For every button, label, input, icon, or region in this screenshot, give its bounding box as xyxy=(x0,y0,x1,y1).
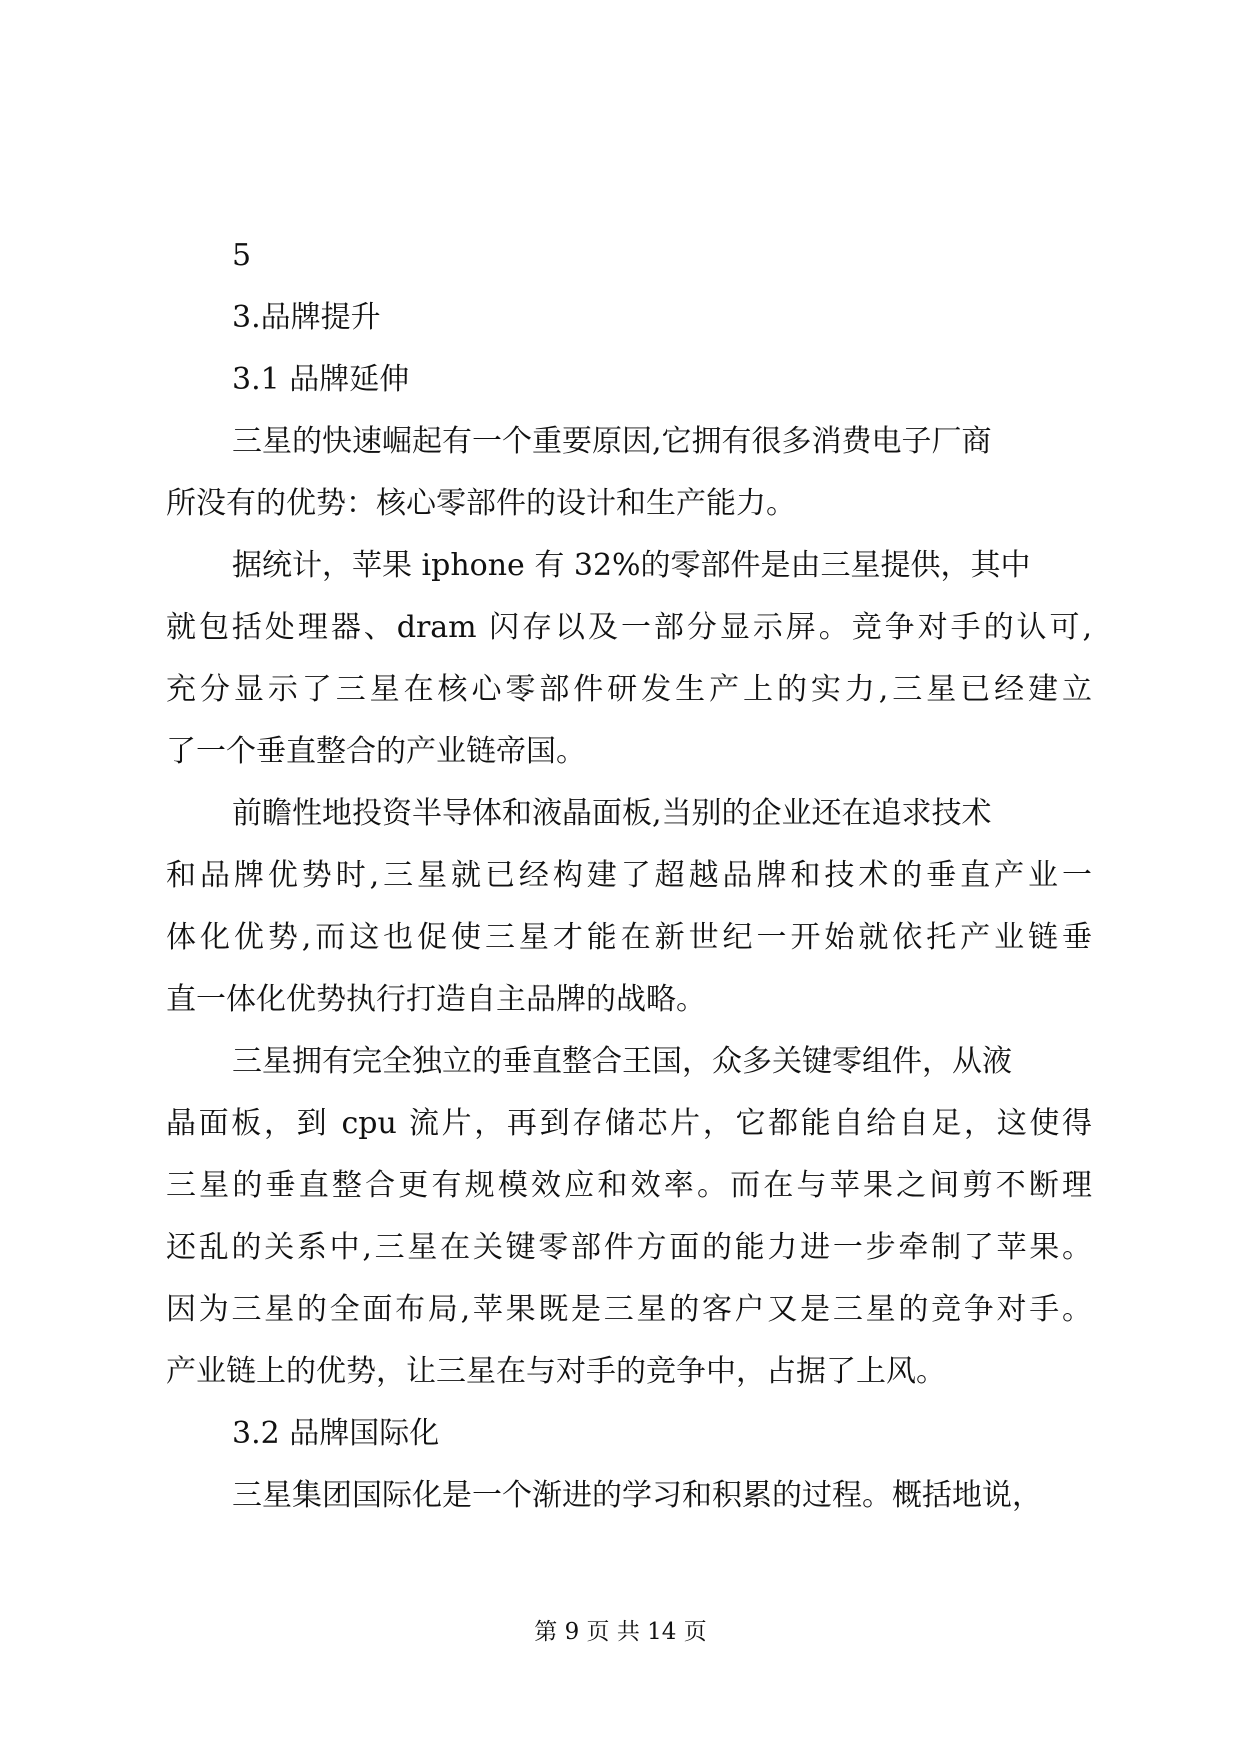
paragraph-line: 三星拥有完全独立的垂直整合王国，众多关键零组件，从液 xyxy=(232,1044,1012,1079)
paragraph-line: 前瞻性地投资半导体和液晶面板,当别的企业还在追求技术 xyxy=(232,796,992,831)
page-number-marker: 5 xyxy=(232,238,252,273)
section-heading: 3.品牌提升 xyxy=(232,300,381,335)
paragraph-line: 就包括处理器、dram 闪存以及一部分显示屏。竞争对手的认可, xyxy=(166,610,1092,645)
paragraph-line: 充分显示了三星在核心零部件研发生产上的实力,三星已经建立 xyxy=(166,672,1092,707)
page-footer: 第 9 页 共 14 页 xyxy=(534,1619,707,1645)
paragraph-line: 产业链上的优势，让三星在与对手的竞争中，占据了上风。 xyxy=(166,1354,946,1389)
paragraph-line: 和品牌优势时,三星就已经构建了超越品牌和技术的垂直产业一 xyxy=(166,858,1092,893)
paragraph-line: 还乱的关系中,三星在关键零部件方面的能力进一步牵制了苹果。 xyxy=(166,1230,1092,1265)
paragraph-line: 三星集团国际化是一个渐进的学习和积累的过程。概括地说， xyxy=(232,1478,1042,1513)
subsection-heading: 3.1 品牌延伸 xyxy=(232,362,410,397)
paragraph-line: 所没有的优势：核心零部件的设计和生产能力。 xyxy=(166,486,796,521)
paragraph-line: 直一体化优势执行打造自主品牌的战略。 xyxy=(166,982,706,1017)
subsection-heading: 3.2 品牌国际化 xyxy=(232,1416,440,1451)
paragraph-line: 据统计，苹果 iphone 有 32%的零部件是由三星提供，其中 xyxy=(232,548,1031,583)
paragraph-line: 三星的快速崛起有一个重要原因,它拥有很多消费电子厂商 xyxy=(232,424,992,459)
paragraph-line: 体化优势,而这也促使三星才能在新世纪一开始就依托产业链垂 xyxy=(166,920,1092,955)
paragraph-line: 了一个垂直整合的产业链帝国。 xyxy=(166,734,586,769)
paragraph-line: 因为三星的全面布局,苹果既是三星的客户又是三星的竞争对手。 xyxy=(166,1292,1092,1327)
paragraph-line: 晶面板，到 cpu 流片，再到存储芯片，它都能自给自足，这使得 xyxy=(166,1106,1092,1141)
paragraph-line: 三星的垂直整合更有规模效应和效率。而在与苹果之间剪不断理 xyxy=(166,1168,1092,1203)
